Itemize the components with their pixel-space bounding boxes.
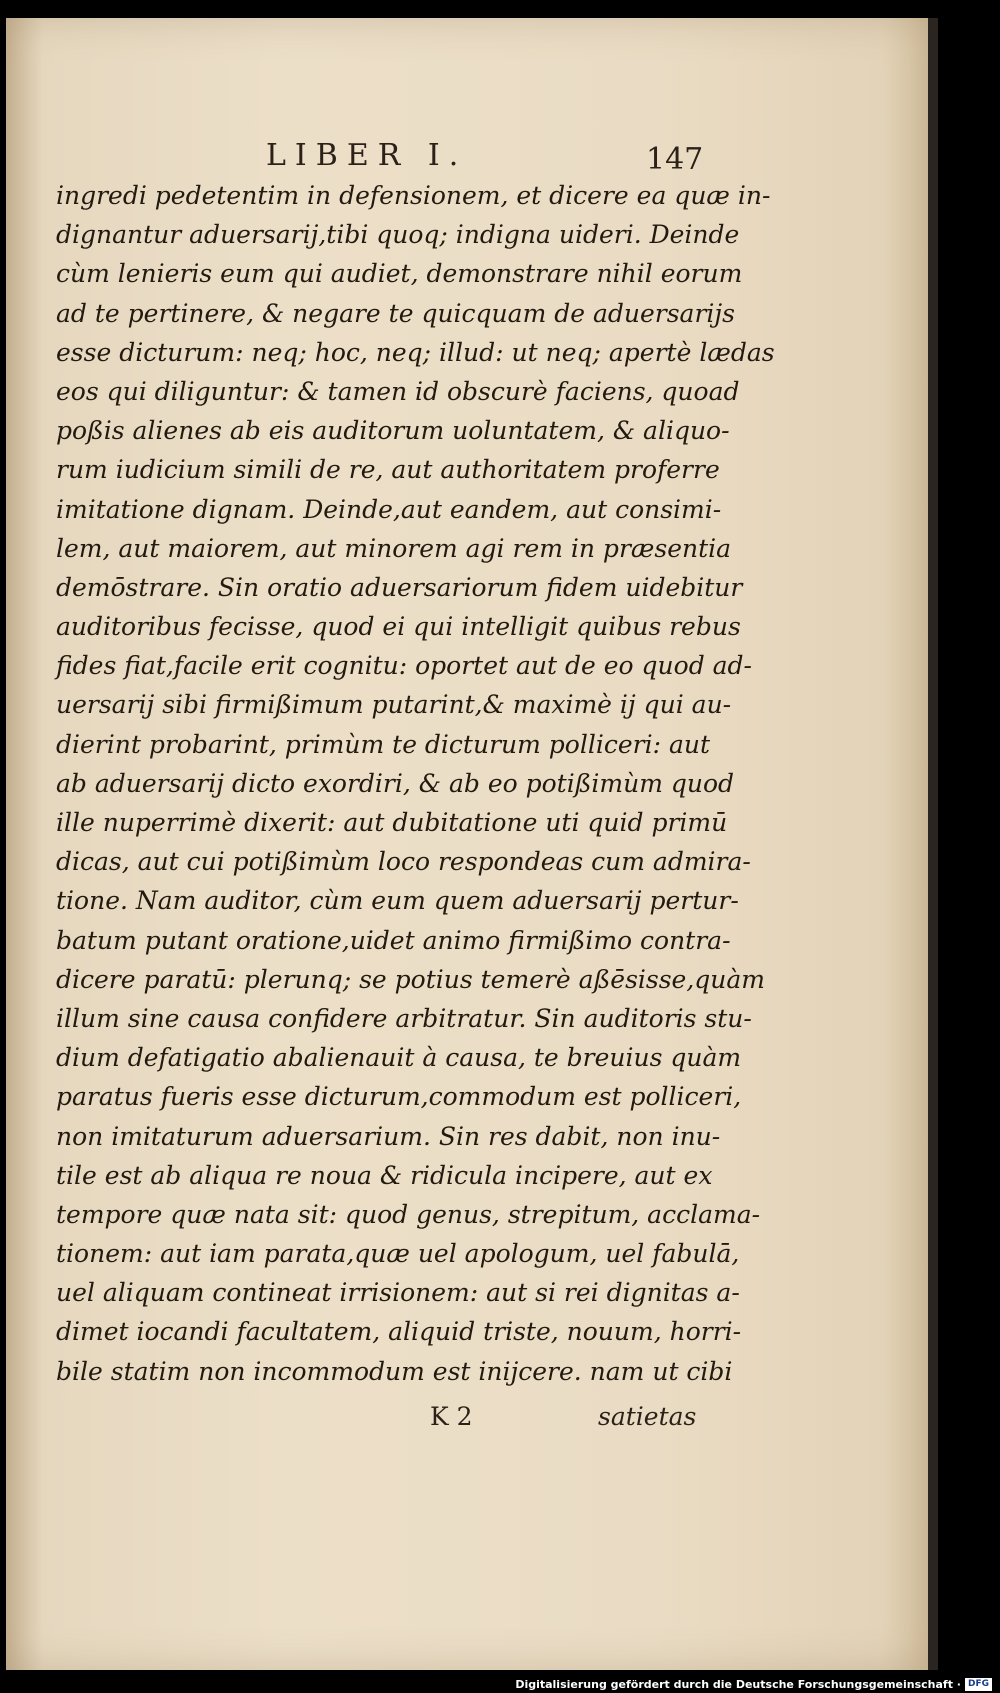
text-line: tionem: aut iam parata,quæ uel apologum, uel fabulā,	[56, 1239, 740, 1269]
page-footer	[6, 1402, 928, 1442]
book-page	[6, 18, 928, 1670]
text-line: uel aliquam contineat irrisionem: aut si rei dignitas a-	[56, 1278, 740, 1308]
text-line: uersarij sibi firmißimum putarint,& maximè ij qui au-	[56, 690, 732, 720]
text-line: ab aduersarij dicto exordiri, & ab eo potißimùm quod	[56, 768, 735, 798]
text-line: dierint probarint, primùm te dicturum polliceri: aut	[56, 729, 710, 759]
text-line: eos qui diliguntur: & tamen id obscurè faciens, quoad	[56, 376, 740, 406]
digitization-credit	[515, 1678, 992, 1691]
catchword: satietas	[598, 1402, 697, 1431]
page-number: 147	[646, 142, 704, 177]
text-line: tempore quæ nata sit: quod genus, strepitum, acclama-	[56, 1199, 761, 1229]
text-line: auditoribus fecisse, quod ei qui intelligit quibus rebus	[56, 612, 741, 642]
text-line: bile statim non incommodum est inijcere. nam ut cibi	[56, 1356, 733, 1386]
credit-text: Digitalisierung gefördert durch die Deutsche Forschungsgemeinschaft ·	[515, 1678, 961, 1691]
text-line: batum putant oratione,uidet animo firmißimo contra-	[56, 925, 731, 955]
text-line: fides fiat,facile erit cognitu: oportet aut de eo quod ad-	[56, 651, 753, 681]
dfg-logo-icon: DFG	[965, 1678, 992, 1691]
text-line: cùm lenieris eum qui audiet, demonstrare nihil eorum	[56, 259, 743, 289]
text-line: tione. Nam auditor, cùm eum quem aduersarij pertur-	[56, 886, 739, 916]
text-line: dicas, aut cui potißimùm loco respondeas cum admira-	[56, 847, 751, 877]
text-line: tile est ab aliqua re noua & ridicula incipere, aut ex	[56, 1160, 713, 1190]
text-line: demōstrare. Sin oratio aduersariorum fidem uidebitur	[56, 572, 743, 602]
page-header	[6, 138, 928, 178]
text-line: ingredi pedetentim in defensionem, et dicere ea quæ in-	[56, 181, 771, 210]
text-line: ille nuperrimè dixerit: aut dubitatione uti quid primū	[56, 808, 728, 837]
text-line: ad te pertinere, & negare te quicquam de aduersarijs	[56, 298, 735, 328]
text-line: imitatione dignam. Deinde,aut eandem, aut consimi-	[56, 494, 722, 524]
text-line: rum iudicium simili de re, aut authoritatem proferre	[56, 455, 720, 485]
text-line: dignantur aduersarij,tibi quoq; indigna uideri. Deinde	[56, 220, 740, 250]
running-title: LIBER I.	[266, 138, 468, 173]
main-text	[56, 176, 775, 1391]
text-line: esse dicturum: neq; hoc, neq; illud: ut neq; apertè lædas	[56, 337, 775, 367]
text-line: dium defatigatio abalienauit à causa, te breuius quàm	[56, 1043, 742, 1073]
text-line: non imitaturum aduersarium. Sin res dabit, non inu-	[56, 1121, 721, 1151]
text-line: dicere paratū: plerunq; se potius temerè aßēsisse,quàm	[56, 964, 766, 994]
text-line: illum sine causa confidere arbitratur. Sin auditoris stu-	[56, 1003, 752, 1033]
text-line: lem, aut maiorem, aut minorem agi rem in præsentia	[56, 533, 732, 563]
text-line: poßis alienes ab eis auditorum uoluntatem, & aliquo-	[56, 416, 730, 446]
text-line: paratus fueris esse dicturum,commodum est polliceri,	[56, 1082, 742, 1112]
page-edge-shadow	[928, 18, 938, 1670]
text-line: dimet iocandi facultatem, aliquid triste, nouum, horri-	[56, 1317, 742, 1347]
signature-mark: K 2	[430, 1402, 473, 1431]
